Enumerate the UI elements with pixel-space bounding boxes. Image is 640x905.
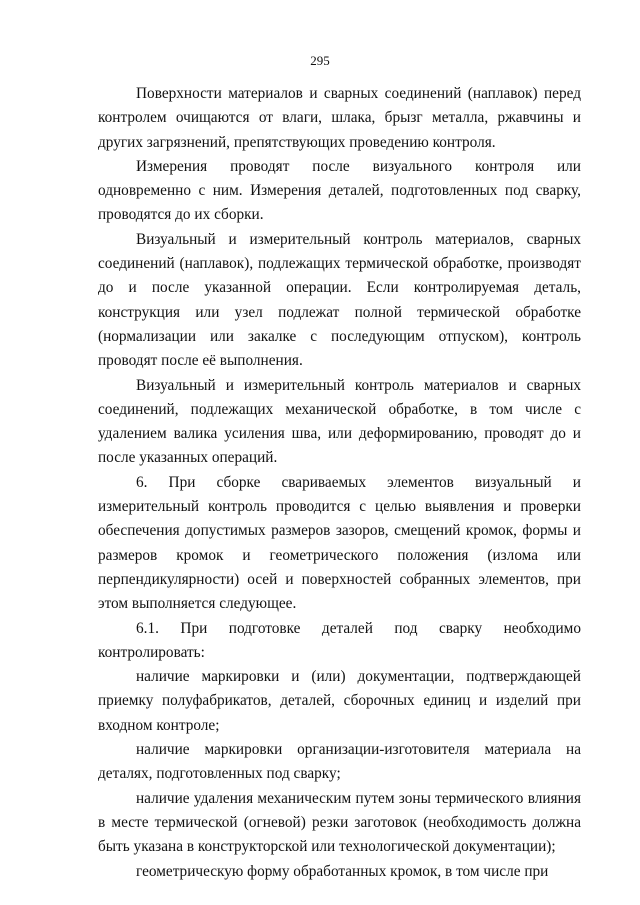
paragraph: Визуальный и измерительный контроль материалов и сварных соединений, подлежащих механической обработке, в том числе с удалением валика усиления шва, или деформированию, проводят до и после указанных операций. [98, 376, 581, 467]
paragraph: наличие маркировки и (или) документации, подтверждающей приемку полуфабрикатов, деталей, сборочных единиц и изделий при входном контроле; [98, 668, 581, 734]
page-number: 295 [310, 53, 330, 68]
paragraph: Визуальный и измерительный контроль материалов, сварных соединений (наплавок), подлежащих термической обработке, производят до и после указанной операции. Если контролируемая деталь, конструкция или узел подлежат полной термической обработке (нормализации или закалке с последующим отпуском), контроль проводят после её выполнения. [98, 230, 581, 370]
paragraph: 6. При сборке свариваемых элементов визуальный и измерительный контроль проводится с целью выявления и проверки обеспечения допустимых размеров зазоров, смещений кромок, формы и размеров кромок и геометрического положения (излома или перпендикулярности) осей и поверхностей собранных элементов, при этом выполняется следующее. [98, 473, 581, 613]
paragraph: геометрическую форму обработанных кромок, в том числе при [136, 862, 549, 880]
paragraph: наличие удаления механическим путем зоны термического влияния в месте термической (огневой) резки заготовок (необходимость должна быть указана в конструкторской или технологической документации); [98, 789, 581, 856]
paragraph: 6.1. При подготовке деталей под сварку необходимо контролировать: [98, 619, 581, 661]
page-content [98, 82, 581, 884]
paragraph: Поверхности материалов и сварных соединений (наплавок) перед контролем очищаются от влаги, шлака, брызг металла, ржавчины и других загрязнений, препятствующих проведению контроля. [98, 85, 581, 151]
paragraph: наличие маркировки организации-изготовителя материала на деталях, подготовленных под сварку; [98, 741, 581, 783]
paragraph: Измерения проводят после визуального контроля или одновременно с ним. Измерения деталей, подготовленных под сварку, проводятся до их сборки. [98, 157, 581, 224]
